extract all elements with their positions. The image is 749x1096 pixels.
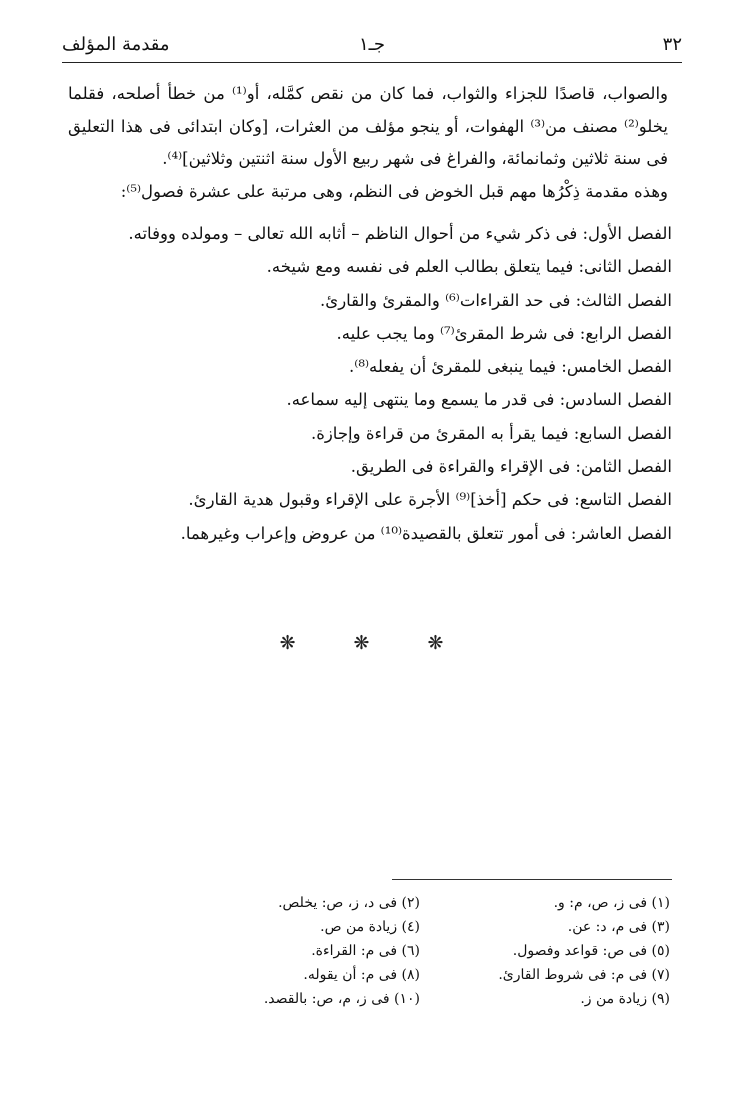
page-number: ٣٢ (662, 34, 682, 55)
footnote: (٦) فى م: القراءة. (311, 943, 420, 959)
footnote: (٨) فى م: أن يقوله. (303, 967, 420, 983)
footnote: (٢) فى د، ز، ص: يخلص. (278, 895, 420, 911)
footnote: (٣) فى م، د: عن. (567, 919, 670, 935)
volume-label: جـ١ (358, 34, 386, 55)
header-rule (62, 62, 682, 63)
footnotes (160, 892, 670, 1010)
footnote: (٥) فى ص: قواعد وفصول. (512, 943, 670, 959)
chapter-item: الفصل السابع: فيما يقرأ به المقرئ من قراءة وإجازة. (310, 423, 672, 443)
chapter-item: الفصل الثامن: فى الإقراء والقراءة فى الطريق. (350, 457, 672, 477)
footnote: (١) فى ز، ص، م: و. (553, 895, 670, 911)
footnote: (١٠) فى ز، م، ص: بالقصد. (263, 991, 420, 1007)
intro-paragraph: وهذه مقدمة ذِكْرُها مهم قبل الخوض فى النظم، وهى مرتبة على عشرة فصول⁽⁵⁾: (120, 181, 668, 201)
running-title: مقدمة المؤلف (62, 34, 170, 55)
chapter-item: الفصل الثالث: فى حد القراءات⁽⁶⁾ والمقرئ والقارئ. (320, 290, 672, 310)
chapter-item: الفصل الخامس: فيما ينبغى للمقرئ أن يفعله⁽⁸⁾. (349, 357, 672, 377)
chapter-item: الفصل الثانى: فيما يتعلق بطالب العلم فى نفسه ومع شيخه. (266, 257, 672, 277)
chapter-item: الفصل التاسع: فى حكم [أخذ]⁽⁹⁾ الأجرة على الإقراء وقبول هدية القارئ. (188, 490, 672, 510)
intro-text (68, 78, 668, 208)
page-header (62, 30, 682, 60)
footnote: (٧) فى م: فى شروط القارئ. (498, 967, 670, 983)
chapter-item: الفصل الرابع: فى شرط المقرئ⁽⁷⁾ وما يجب عليه. (336, 323, 672, 343)
footnote: (٤) زيادة من ص. (320, 919, 420, 935)
footnote: (٩) زيادة من ز. (580, 991, 670, 1007)
chapter-item: الفصل الأول: فى ذكر شيء من أحوال الناظم – أثابه الله تعالى – ومولده ووفاته. (128, 224, 672, 243)
intro-paragraph: والصواب، قاصدًا للجزاء والثواب، فما كان من نقص كمَّله، أو⁽¹⁾ من خطأ أصلحه، فقلما يخلو⁽²⁾ مصنف من⁽³⁾ الهفوات، أو ينجو مؤلف من العثرات، [وكان ابتدائى فى هذا التعليق فى سنة ثلاثين وثمانمائة، والفراغ فى شهر ربيع الأول سنة اثنتين وثلاثين]⁽⁴⁾. (68, 84, 669, 168)
chapter-item: الفصل العاشر: فى أمور تتعلق بالقصيدة⁽¹⁰⁾ من عروض وإعراب وغيرهما. (180, 523, 672, 543)
chapter-item: الفصل السادس: فى قدر ما يسمع وما ينتهى إليه سماعه. (286, 390, 672, 410)
section-separator: ❋ ❋ ❋ (279, 632, 470, 654)
chapter-list (100, 217, 672, 550)
footnote-rule (392, 879, 672, 880)
